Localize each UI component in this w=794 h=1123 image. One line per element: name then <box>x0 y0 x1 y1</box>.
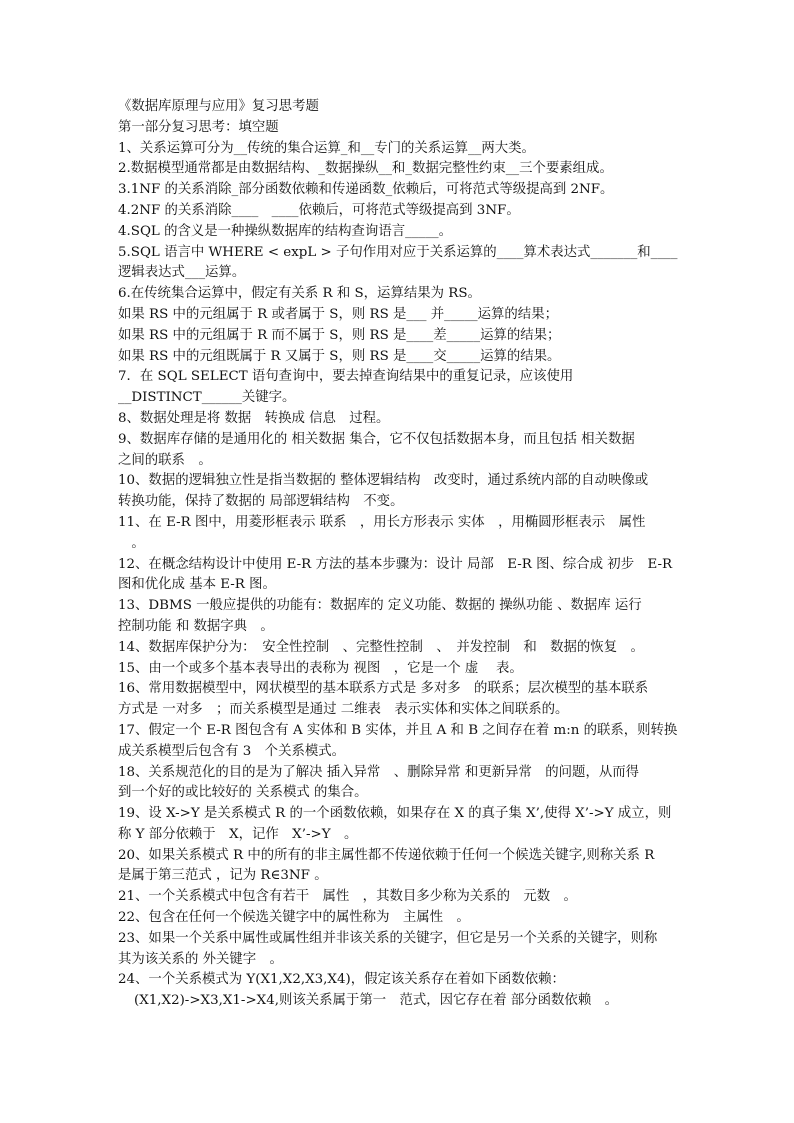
text-line: 称 Y 部分依赖于 X，记作 X’->Y 。 <box>118 826 358 842</box>
text-line: 如果 RS 中的元组属于 R 或者属于 S，则 RS 是___ 并_____运算的结果； <box>118 306 558 322</box>
question-list <box>118 139 680 1012</box>
text-line: 16、常用数据模型中，网状模型的基本联系方式是 多对多 的联系；层次模型的基本联系 <box>118 681 649 697</box>
text-line: 19、设 X->Y 是关系模式 R 的一个函数依赖，如果存在 X 的真子集 X’,使得 X’->Y 成立，则 <box>118 806 672 822</box>
text-line: __DISTINCT______关键字。 <box>118 390 296 406</box>
text-line: 6.在传统集合运算中，假定有关系 R 和 S，运算结果为 RS。 <box>118 286 481 302</box>
text-line: 14、数据库保护分为： 安全性控制 、完整性控制 、 并发控制 和 数据的恢复 。 <box>118 639 644 655</box>
text-line: 3.1NF 的关系消除_部分函数依赖和传递函数_依赖后，可将范式等级提高到 2NF。 <box>118 182 614 198</box>
text-line: 是属于第三范式 ，记为 R∈3NF 。 <box>118 868 328 884</box>
text-line: 转换功能，保持了数据的 局部逻辑结构 不变。 <box>118 494 404 510</box>
text-line: 13、DBMS 一般应提供的功能有：数据库的 定义功能、数据的 操纵功能 、数据库 运行 <box>118 598 642 614</box>
document-page <box>118 97 680 1012</box>
text-line: 控制功能 和 数据字典 。 <box>118 618 274 634</box>
text-line: 其为该关系的 外关键字 。 <box>118 951 283 967</box>
section-heading: 第一部分复习思考：填空题 <box>118 119 279 135</box>
text-line: 11、在 E-R 图中，用菱形框表示 联系 ，用长方形表示 实体 ，用椭圆形框表示 属性 <box>118 514 646 530</box>
text-line: 到一个好的或比较好的 关系模式 的集合。 <box>118 785 368 801</box>
text-line: 21、一个关系模式中包含有若干 属性 ，其数目多少称为关系的 元数 。 <box>118 889 577 905</box>
text-line: 5.SQL 语言中 WHERE < expL > 子句作用对应于关系运算的____算术表达式_______和____ <box>118 244 678 260</box>
text-line: 10、数据的逻辑独立性是指当数据的 整体逻辑结构 改变时，通过系统内部的自动映像或 <box>118 473 649 489</box>
text-line: 18、关系规范化的目的是为了解决 插入异常 、删除异常 和更新异常 的问题，从而得 <box>118 764 640 780</box>
text-line: 逻辑表达式___运算。 <box>118 265 246 281</box>
text-line: 。 <box>118 535 145 551</box>
text-line: 9、数据库存储的是通用化的 相关数据 集合，它不仅包括数据本身，而且包括 相关数据 <box>118 431 635 447</box>
text-line: 成关系模型后包含有 3 个关系模式。 <box>118 743 346 759</box>
text-line: (X1,X2)->X3,X1->X4,则该关系属于第一 范式，因它存在着 部分函数依赖 。 <box>134 993 618 1009</box>
text-line: 22、包含在任何一个候选关键字中的属性称为 主属性 。 <box>118 910 470 926</box>
text-line: 1、关系运算可分为__传统的集合运算_和__专门的关系运算__两大类。 <box>118 140 535 156</box>
text-line: 7．在 SQL SELECT 语句查询中，要去掉查询结果中的重复记录，应该使用 <box>118 369 574 385</box>
text-line: 如果 RS 中的元组属于 R 而不属于 S，则 RS 是____差_____运算的结果； <box>118 327 561 343</box>
text-line: 12、在概念结构设计中使用 E-R 方法的基本步骤为：设计 局部 E-R 图、综合成 初步 E-R <box>118 556 673 572</box>
text-line: 之间的联系 。 <box>118 452 212 468</box>
text-line: 20、如果关系模式 R 中的所有的非主属性都不传递依赖于任何一个候选关键字,则称关系 R <box>118 847 655 863</box>
text-line: 24、一个关系模式为 Y(X1,X2,X3,X4)，假定该关系存在着如下函数依赖： <box>118 972 565 988</box>
text-line: 17、假定一个 E-R 图包含有 A 实体和 B 实体，并且 A 和 B 之间存在着 m:n 的联系，则转换 <box>118 722 678 738</box>
text-line: 23、如果一个关系中属性或属性组并非该关系的关键字，但它是另一个关系的关键字，则称 <box>118 930 658 946</box>
text-line: 4.2NF 的关系消除____ ____依赖后，可将范式等级提高到 3NF。 <box>118 202 520 218</box>
text-line: 4.SQL 的含义是一种操纵数据库的结构查询语言_____。 <box>118 223 452 239</box>
text-line: 如果 RS 中的元组既属于 R 又属于 S，则 RS 是____交_____运算的结果。 <box>118 348 561 364</box>
text-line: 图和优化成 基本 E-R 图。 <box>118 577 276 593</box>
text-line: 2.数据模型通常都是由数据结构、_数据操纵__和_数据完整性约束__三个要素组成。 <box>118 161 613 177</box>
text-line: 15、由一个或多个基本表导出的表称为 视图 ，它是一个 虚 表。 <box>118 660 523 676</box>
text-line: 方式是 一对多 ；而关系模型是通过 二维表 表示实体和实体之间联系的。 <box>118 702 569 718</box>
document-title: 《数据库原理与应用》复习思考题 <box>118 99 319 114</box>
text-line: 8、数据处理是将 数据 转换成 信息 过程。 <box>118 410 390 426</box>
